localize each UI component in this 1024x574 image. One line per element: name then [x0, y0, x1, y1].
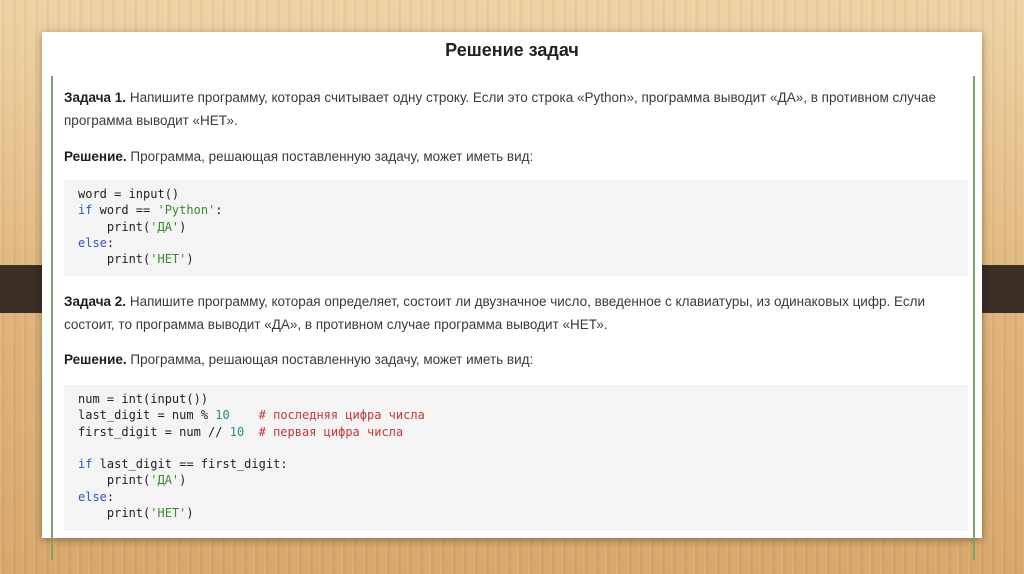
frame-line-right — [973, 76, 975, 560]
task-1-text: Напишите программу, которая считывает одну строку. Если это строка «Python», программа выводит «ДА», в противном случае программа выводит «НЕТ». — [64, 90, 936, 128]
solution-2-text: Программа, решающая поставленную задачу, может иметь вид: — [126, 352, 534, 367]
code-block-1 — [64, 180, 968, 276]
code-2-line: num = int(input()) — [78, 392, 209, 406]
code-1-line: print('НЕТ') — [78, 252, 194, 267]
code-1-line: else: — [78, 235, 115, 250]
code-2-line: if last_digit == first_digit: — [78, 457, 288, 472]
solution-1-label: Решение. — [64, 149, 127, 164]
task-1 — [64, 86, 964, 132]
task-2 — [64, 290, 964, 336]
task-1-label: Задача 1. — [64, 90, 127, 105]
code-block-2 — [64, 385, 968, 531]
code-2-line — [78, 440, 954, 456]
code-2-line: print('НЕТ') — [78, 506, 194, 521]
code-2-line: print('ДА') — [78, 473, 187, 488]
code-1-line: word = input() — [78, 187, 180, 201]
code-1-line: if word == 'Python': — [78, 203, 223, 218]
task-2-text: Напишите программу, которая определяет, состоит ли двузначное число, введенное с клавиатуры, из одинаковых цифр. Если состоит, то программа выводит «ДА», в противном случае программа выводит «НЕТ». — [64, 294, 925, 332]
frame-line-left — [51, 76, 53, 560]
slide — [42, 32, 982, 538]
code-2-line: else: — [78, 489, 115, 504]
code-2-line: first_digit = num // 10 # первая цифра числа — [78, 424, 404, 439]
solution-1-text: Программа, решающая поставленную задачу, может иметь вид: — [126, 149, 534, 164]
solution-2-label: Решение. — [64, 352, 127, 367]
code-2-line: last_digit = num % 10 # последняя цифра числа — [78, 408, 425, 423]
code-1-line: print('ДА') — [78, 219, 187, 234]
solution-2 — [64, 348, 964, 371]
task-2-label: Задача 2. — [64, 294, 127, 309]
solution-1 — [64, 145, 964, 168]
decorative-bar-left — [0, 265, 42, 313]
slide-title: Решение задач — [445, 40, 579, 60]
